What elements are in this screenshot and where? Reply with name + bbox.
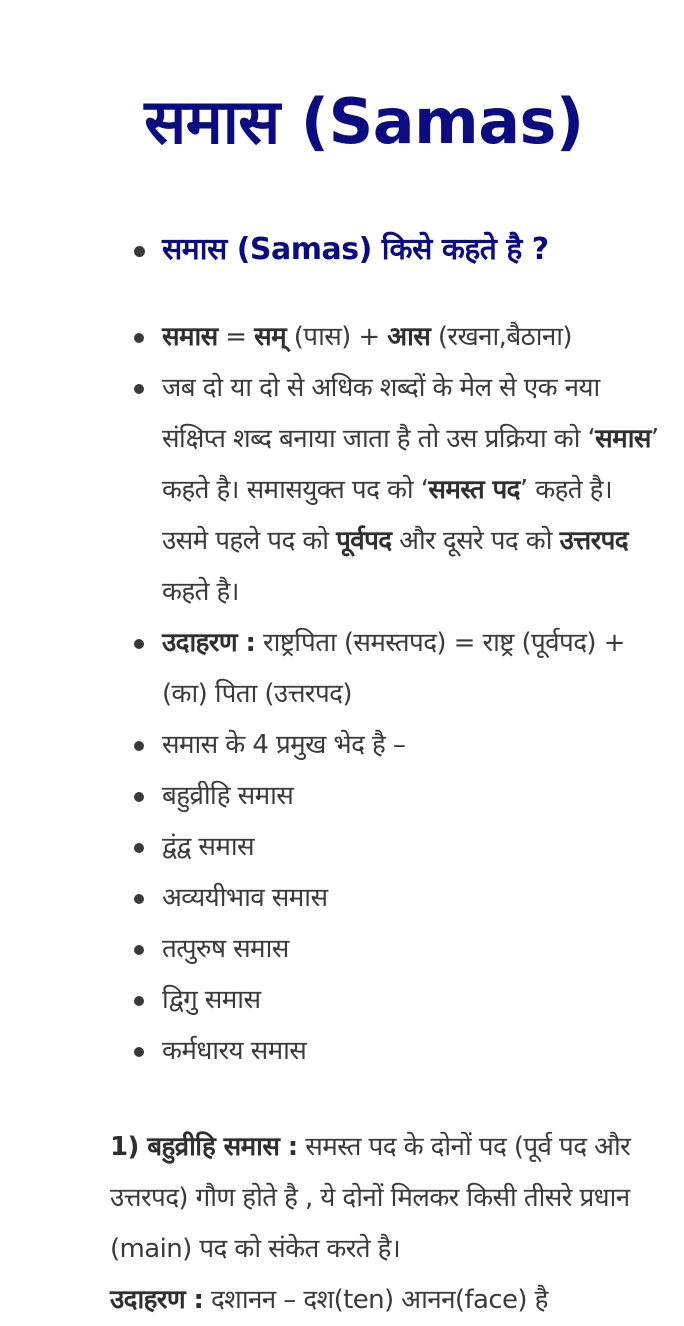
text: और दूसरे पद को: [391, 526, 560, 556]
text: कहते है।: [162, 577, 239, 607]
list-item-type: [120, 873, 660, 924]
term-bold: आस: [387, 322, 431, 352]
bullet-icon: [134, 792, 144, 802]
list-item-type: [120, 1026, 660, 1077]
bullet-icon: [134, 333, 144, 343]
example-text: राष्ट्रपिता (समस्तपद) = राष्ट्र (पूर्वपद) + (का) पिता (उत्तरपद): [162, 628, 625, 709]
term-bold: समस्त पद: [428, 475, 520, 505]
term-bold: उत्तरपद: [559, 526, 629, 556]
type-label: कर्मधारय समास: [162, 1036, 307, 1066]
example-label: उदाहरण :: [110, 1285, 204, 1315]
term-bold: समास: [595, 424, 651, 454]
example-label: उदाहरण :: [162, 628, 256, 658]
list-item-definition: [120, 363, 660, 618]
bullet-icon: [134, 384, 144, 394]
page-title: समास (Samas): [144, 85, 584, 158]
section-heading: 1) बहुव्रीहि समास :: [110, 1132, 298, 1162]
list-item-type: [120, 924, 660, 975]
bullet-icon: [134, 996, 144, 1006]
term-bold: सम्: [254, 322, 287, 352]
type-label: द्विगु समास: [162, 985, 261, 1015]
bullet-icon: [134, 1047, 144, 1057]
list-item-type: [120, 771, 660, 822]
text: समास के 4 प्रमुख भेद है –: [162, 730, 406, 760]
section-body: समस्त पद के दोनों पद (पूर्व पद और उत्तरपद) गौण होते है , ये दोनों मिलकर किसी तीसरे प्रधान (main) पद को संकेत करते है।: [110, 1132, 631, 1264]
text: =: [217, 322, 255, 352]
bullet-icon: [134, 843, 144, 853]
question-item: [120, 222, 660, 278]
term-bold: पूर्वपद: [336, 526, 392, 556]
question-heading: समास (Samas) किसे कहते है ?: [162, 232, 549, 267]
bullet-icon: [134, 945, 144, 955]
list-item-types-intro: [120, 720, 660, 771]
text: (रखना,बैठाना): [430, 322, 572, 352]
section-bahuvrihi: [110, 1122, 670, 1326]
list-item-example: [120, 618, 660, 720]
list-item-type: [120, 822, 660, 873]
text: ’ कहते है। उसमे पहले पद को: [162, 475, 613, 556]
type-label: तत्पुरुष समास: [162, 934, 289, 964]
bullet-icon: [134, 894, 144, 904]
type-label: द्वंद्व समास: [162, 832, 254, 862]
definition-list: [120, 312, 660, 1077]
term-bold: समास: [162, 322, 218, 352]
bullet-icon: [134, 639, 144, 649]
bullet-icon: [134, 246, 145, 257]
question-list: [120, 222, 660, 278]
text: जब दो या दो से अधिक शब्दों के मेल से एक नया संक्षिप्त शब्द बनाया जाता है तो उस प्रक्रिया को ‘: [162, 373, 600, 454]
type-label: बहुव्रीहि समास: [162, 781, 294, 811]
text: (पास) +: [286, 322, 388, 352]
example-text: दशानन – दश(ten) आनन(face) है: [203, 1285, 548, 1315]
list-item-etymology: [120, 312, 660, 363]
bullet-icon: [134, 741, 144, 751]
type-label: अव्ययीभाव समास: [162, 883, 328, 913]
list-item-type: [120, 975, 660, 1026]
text: ’ कहते है। समासयुक्त पद को ‘: [162, 424, 659, 505]
